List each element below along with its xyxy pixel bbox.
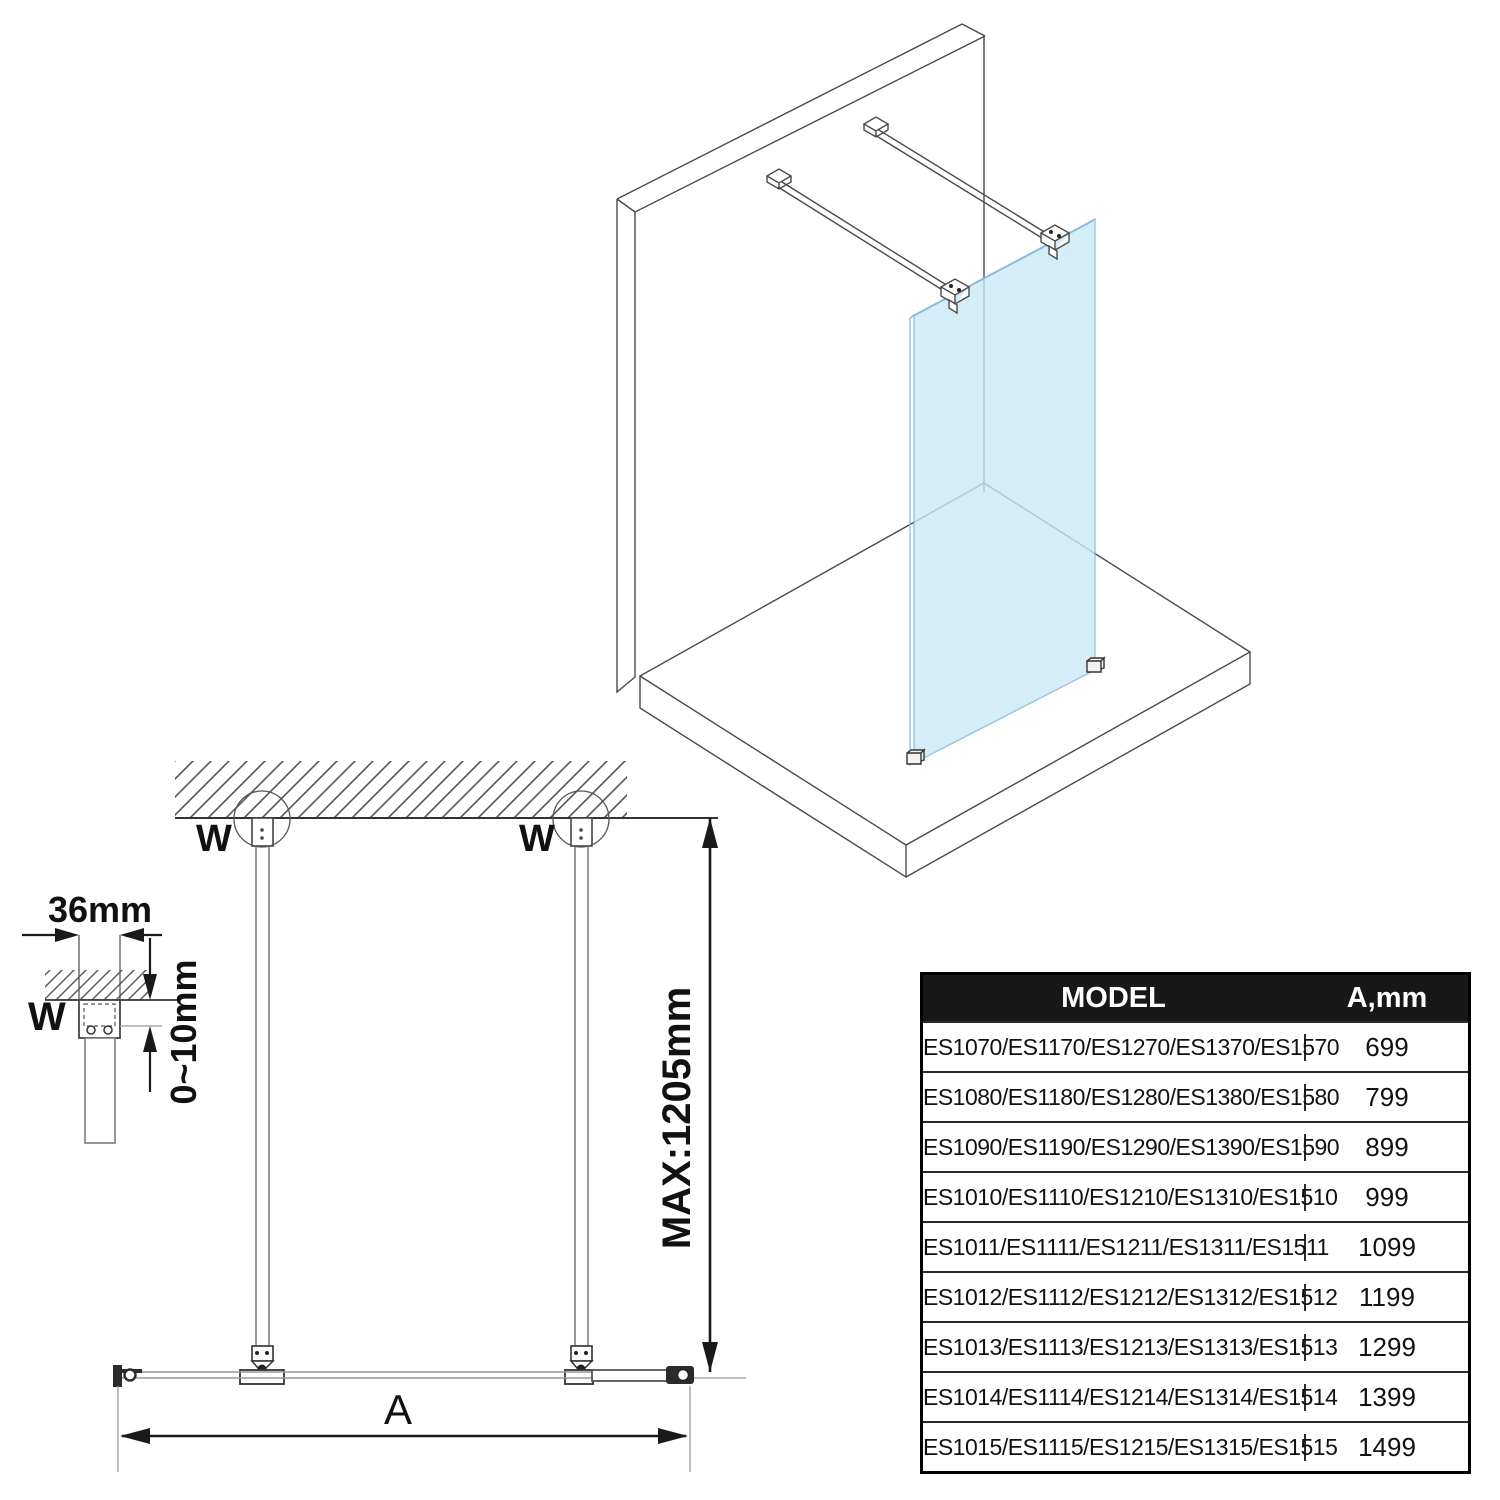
plan-view: [113, 761, 746, 1472]
table-row: [923, 1021, 1468, 1071]
dimension-a: [118, 1378, 746, 1472]
amm-cell: 799: [1365, 1081, 1409, 1112]
amm-cell: 1399: [1358, 1381, 1416, 1412]
model-cell: ES1011/ES1111/ES1211/ES1311/ES1511: [923, 1233, 1329, 1260]
model-cell: ES1080/ES1180/ES1280/ES1380/ES1580: [923, 1083, 1340, 1110]
amm-cell: 999: [1365, 1181, 1409, 1212]
dim-max-label: MAX:1205mm: [655, 986, 699, 1250]
model-cell: ES1070/ES1170/ES1270/ES1370/ES1570: [923, 1033, 1340, 1060]
table-row: [923, 1221, 1468, 1271]
wall-marker-1: W: [196, 818, 232, 860]
isometric-view: [617, 24, 1250, 877]
table-row: [923, 1121, 1468, 1171]
table-row: [923, 1071, 1468, 1121]
wall-bracket: [79, 1000, 120, 1038]
amm-cell: 1199: [1359, 1281, 1415, 1312]
wall-marker-2: W: [519, 818, 555, 860]
table-row: [923, 1321, 1468, 1371]
dim-0-10mm: [143, 938, 204, 1105]
support-bar-rear: [864, 117, 1069, 259]
wall-bracket-2: [571, 818, 592, 846]
dim-a-label: A: [383, 1386, 413, 1433]
model-cell: ES1014/ES1114/ES1214/ES1314/ES1514: [923, 1383, 1338, 1410]
table-header: [923, 975, 1468, 1021]
bracket-detail: [22, 889, 204, 1143]
dim-36mm-label: 36mm: [48, 889, 153, 930]
model-cell: ES1012/ES1112/ES1212/ES1312/ES1512: [923, 1283, 1338, 1310]
support-bar-front: [767, 169, 969, 313]
dimension-max: [655, 818, 718, 1372]
glass-panel-plan: [113, 1365, 694, 1387]
table-row: [923, 1171, 1468, 1221]
model-cell: ES1013/ES1113/ES1213/ES1313/ES1513: [923, 1333, 1338, 1360]
support-bar-2: [553, 791, 609, 1384]
table-row: [923, 1421, 1468, 1471]
support-bar-detail: [85, 1038, 115, 1143]
wall-profile-clamp: [113, 1365, 122, 1387]
model-cell: ES1090/ES1190/ES1290/ES1390/ES1590: [923, 1133, 1340, 1160]
detail-wall-marker: W: [28, 995, 66, 1039]
amm-cell: 1499: [1358, 1431, 1416, 1462]
model-cell: ES1015/ES1115/ES1215/ES1315/ES1515: [923, 1433, 1338, 1460]
table-header-amm: A,mm: [1346, 981, 1428, 1014]
spec-table: [920, 972, 1471, 1474]
support-rod: [592, 1370, 672, 1381]
wall-bracket-1: [252, 818, 273, 846]
support-bar-1: [234, 791, 290, 1384]
glass-panel: [910, 219, 1095, 766]
model-cell: ES1010/ES1110/ES1210/ES1310/ES1510: [923, 1183, 1338, 1210]
table-row: [923, 1371, 1468, 1421]
amm-cell: 899: [1365, 1131, 1409, 1162]
table-header-model: MODEL: [923, 982, 1306, 1015]
amm-cell: 1299: [1358, 1331, 1416, 1362]
amm-cell: 1099: [1358, 1231, 1416, 1262]
table-row: [923, 1271, 1468, 1321]
dim-0-10mm-label: 0~10mm: [163, 959, 204, 1105]
ceiling-hatch: [175, 761, 627, 818]
amm-cell: 699: [1365, 1031, 1409, 1062]
